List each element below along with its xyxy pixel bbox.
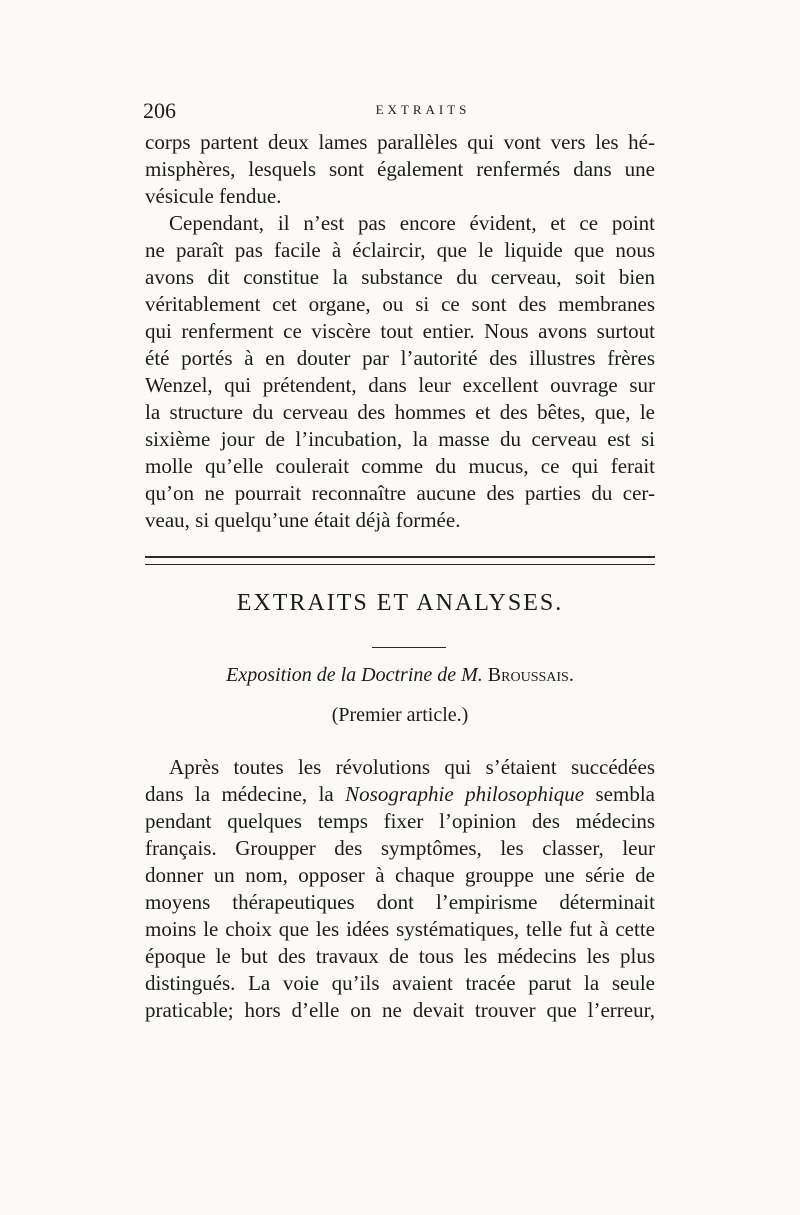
text-line: molle qu’elle coulerait comme du mucus, ce qui ferait [145,454,655,478]
text-line: la structure du cerveau des hommes et des bêtes, que, le [145,400,655,424]
running-title: EXTRAITS [375,102,471,117]
text-segment: sembla [584,782,655,806]
text-line [145,781,655,808]
text-line: Après toutes les révolutions qui s’étaient succédées [169,755,655,779]
paragraph-cerveau [145,210,655,534]
text-line: Wenzel, qui prétendent, dans leur excellent ouvrage sur [145,373,655,397]
paragraph-article [145,754,655,1024]
paragraph-continuation [145,129,655,210]
text-line: praticable; hors d’elle on ne devait trouver que l’erreur, [145,998,655,1022]
page-number: 206 [143,98,176,123]
text-line: distingués. La voie qu’ils avaient tracée parut la seule [145,971,655,995]
article-title-text: Exposition de la Doctrine de M. [226,664,488,686]
text-line: sixième jour de l’incubation, la masse du cerveau est si [145,427,655,451]
article-title [145,664,655,687]
section-heading: EXTRAITS ET ANALYSES. [236,590,564,616]
text-line: été portés à en douter par l’autorité des illustres frères [145,346,655,370]
text-line: véritablement cet organe, ou si ce sont des membranes [145,292,655,316]
text-line: qu’on ne pourrait reconnaître aucune des parties du cer- [145,481,655,505]
text-line: Cependant, il n’est pas encore évident, et ce point [169,211,655,235]
text-line: corps partent deux lames parallèles qui vont vers les hé- [145,130,655,154]
section-divider [145,556,655,565]
text-line: moins le choix que les idées systématiques, telle fut à cette [145,917,655,941]
article-subtitle: (Premier article.) [331,704,469,726]
text-line: ne paraît pas facile à éclaircir, que le liquide que nous [145,238,655,262]
text-line: veau, si quelqu’une était déjà formée. [145,508,461,532]
text-segment: dans la médecine, la [145,782,346,806]
running-head [143,98,655,124]
text-line: moyens thérapeutiques dont l’empirisme déterminait [145,890,655,914]
text-line: qui renferment ce viscère tout entier. Nous avons surtout [145,319,655,343]
text-line: pendant quelques temps fixer l’opinion des médecins [145,809,655,833]
heading-rule [372,647,446,648]
author-name: Broussais. [487,664,574,686]
text-line: avons dit constitue la substance du cerveau, soit bien [145,265,655,289]
text-line: donner un nom, opposer à chaque grouppe une série de [145,863,655,887]
text-line: français. Groupper des symptômes, les classer, leur [145,836,655,860]
text-line: misphères, lesquels sont également renfermés dans une [145,157,655,181]
text-line: époque le but des travaux de tous les médecins les plus [145,944,655,968]
book-title: Nosographie philosophique [345,782,585,806]
text-line: vésicule fendue. [145,184,282,208]
